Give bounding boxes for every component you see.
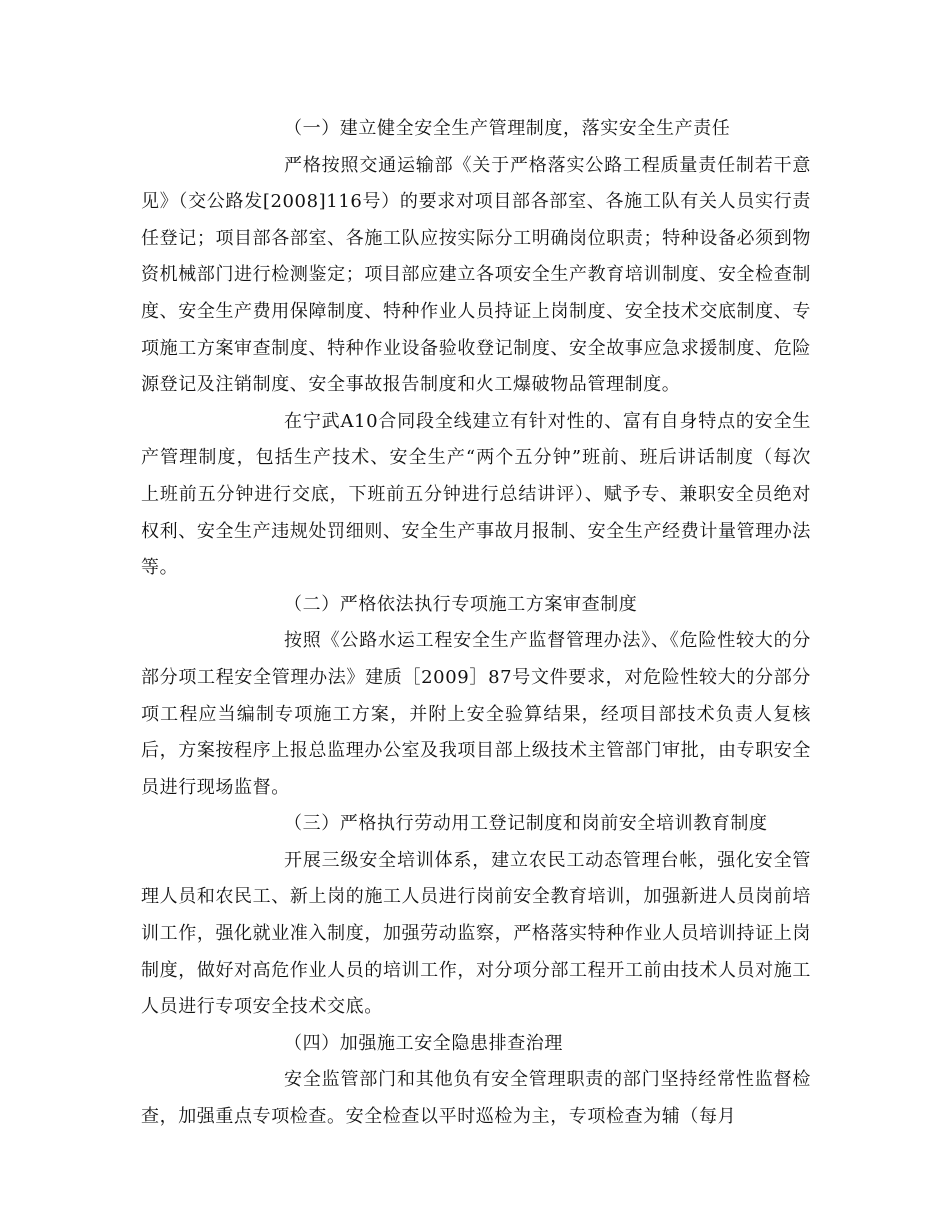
section-heading-4: （四）加强施工安全隐患排查治理: [284, 1032, 563, 1054]
document-body: [141, 111, 811, 1136]
section-1-paragraph-1: 严格按照交通运输部《关于严格落实公路工程质量责任制若干意见》（交公路发[2008]116号）的要求对项目部各部室、各施工队有关人员实行责任登记；项目部各部室、各施工队应按实际分工明确岗位职责；特种设备必须到物资机械部门进行检测鉴定；项目部应建立各项安全生产教育培训制度、安全检查制度、安全生产费用保障制度、特种作业人员持证上岗制度、安全技术交底制度、专项施工方案审查制度、特种作业设备验收登记制度、安全故事应急求援制度、危险源登记及注销制度、安全事故报告制度和火工爆破物品管理制度。: [141, 154, 811, 396]
section-3-paragraph-1: 开展三级安全培训体系，建立农民工动态管理台帐，强化安全管理人员和农民工、新上岗的施工人员进行岗前安全教育培训，加强新进人员岗前培训工作，强化就业准入制度，加强劳动监察，严格落实特种作业人员培训持证上岗制度，做好对高危作业人员的培训工作，对分项分部工程开工前由技术人员对施工人员进行专项安全技术交底。: [141, 849, 811, 1018]
section-heading-3: （三）严格执行劳动用工登记制度和岗前安全培训教育制度: [284, 813, 768, 835]
section-1-paragraph-2: 在宁武A10合同段全线建立有针对性的、富有自身特点的安全生产管理制度，包括生产技术、安全生产“两个五分钟”班前、班后讲话制度（每次上班前五分钟进行交底，下班前五分钟进行总结讲评）、赋予专、兼职安全员绝对权利、安全生产违规处罚细则、安全生产事故月报制、安全生产经费计量管理办法等。: [141, 410, 811, 579]
section-2-paragraph-1: 按照《公路水运工程安全生产监督管理办法》、《危险性较大的分部分项工程安全管理办法》建质［2009］87号文件要求，对危险性较大的分部分项工程应当编制专项施工方案，并附上安全验算结果，经项目部技术负责人复核后，方案按程序上报总监理办公室及我项目部上级技术主管部门审批，由专职安全员进行现场监督。: [141, 630, 811, 798]
section-4-paragraph-1: 安全监管部门和其他负有安全管理职责的部门坚持经常性监督检查，加强重点专项检查。安全检查以平时巡检为主，专项检查为辅（每月: [141, 1069, 811, 1128]
section-heading-1: （一）建立健全安全生产管理制度，落实安全生产责任: [284, 118, 731, 139]
section-heading-2: （二）严格依法执行专项施工方案审查制度: [284, 593, 638, 615]
